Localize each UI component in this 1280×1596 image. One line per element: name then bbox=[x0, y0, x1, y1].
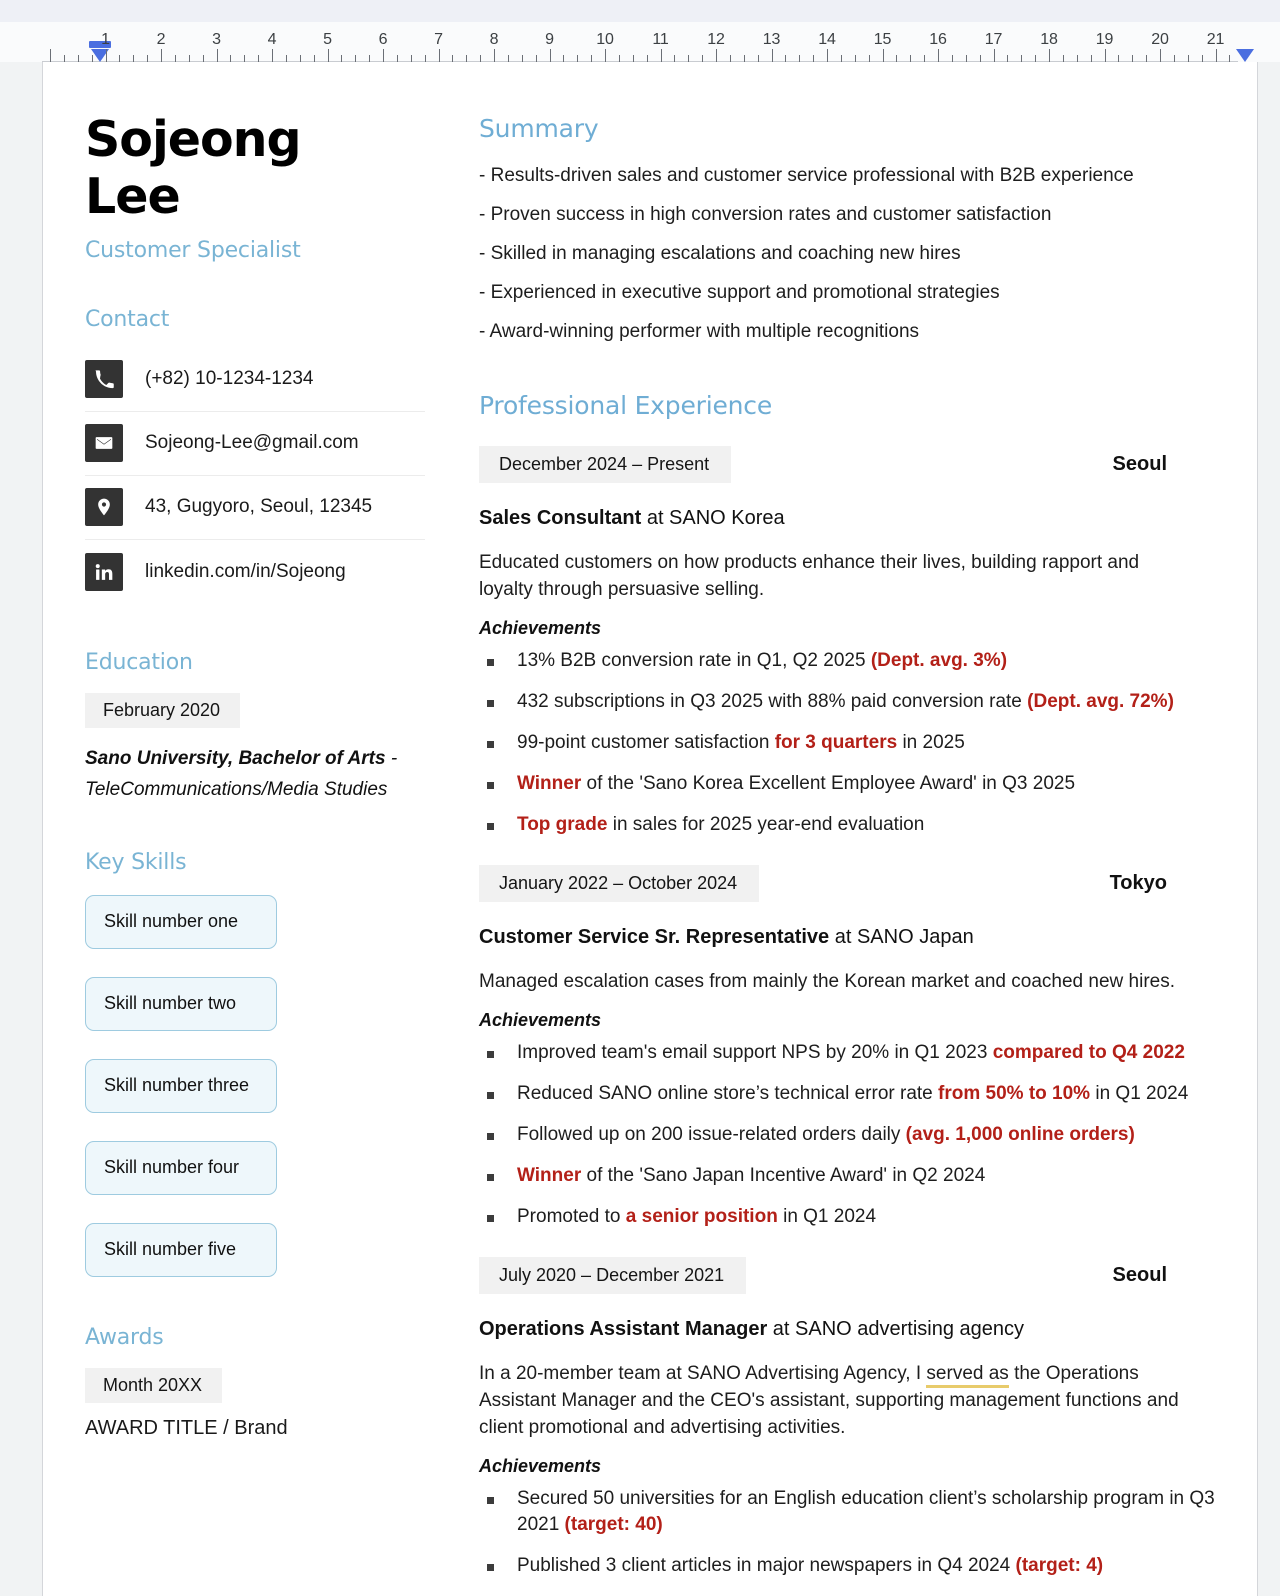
achievement-highlight: (avg. 1,000 online orders) bbox=[905, 1123, 1135, 1145]
ruler-minor-tick bbox=[563, 55, 564, 62]
contact-heading: Contact bbox=[85, 306, 170, 332]
experience-entry-header bbox=[479, 446, 1237, 483]
achievement-item bbox=[479, 1486, 1237, 1540]
ruler-minor-tick bbox=[1174, 55, 1175, 62]
experience-date-range: December 2024 – Present bbox=[479, 446, 731, 483]
ruler-major-tick bbox=[217, 49, 218, 62]
ruler-number: 16 bbox=[929, 31, 947, 48]
ruler-minor-tick bbox=[744, 55, 745, 62]
resume-sidebar bbox=[85, 112, 437, 1594]
summary-item: - Award-winning performer with multiple recognitions bbox=[479, 321, 920, 342]
ruler-minor-tick bbox=[341, 55, 342, 62]
skills-list bbox=[85, 895, 425, 1277]
experience-description: Managed escalation cases from mainly the Korean market and coached new hires. bbox=[479, 970, 1175, 992]
education-detail bbox=[85, 744, 425, 806]
ruler-number: 4 bbox=[267, 31, 277, 48]
achievement-text: of the 'Sano Japan Incentive Award' in Q2 2024 bbox=[581, 1164, 986, 1186]
achievement-text: in Q1 2024 bbox=[777, 1205, 877, 1227]
award-title: AWARD TITLE / Brand bbox=[85, 1416, 288, 1439]
ruler-minor-tick bbox=[480, 55, 481, 62]
achievement-highlight: (Dept. avg. 72%) bbox=[1027, 690, 1174, 712]
ruler-major-tick bbox=[605, 49, 606, 62]
ruler-minor-tick bbox=[1021, 55, 1022, 62]
summary-list bbox=[479, 165, 1237, 343]
achievements-list bbox=[479, 1486, 1237, 1581]
ruler-minor-tick bbox=[175, 55, 176, 62]
ruler-minor-tick bbox=[452, 55, 453, 62]
achievement-text: Promoted to bbox=[517, 1205, 626, 1227]
contact-row-phone bbox=[85, 348, 425, 412]
ruler-number: 3 bbox=[212, 31, 221, 48]
ruler-major-tick bbox=[1160, 49, 1161, 62]
ruler-major-tick bbox=[50, 49, 51, 62]
skill-pill: Skill number five bbox=[85, 1223, 277, 1277]
experience-role bbox=[479, 1318, 1237, 1341]
experience-role-title: Operations Assistant Manager bbox=[479, 1317, 768, 1340]
ruler-number: 18 bbox=[1040, 31, 1058, 48]
experience-location: Seoul bbox=[1112, 1263, 1167, 1286]
ruler-minor-tick bbox=[702, 55, 703, 62]
ruler-minor-tick bbox=[244, 55, 245, 62]
skill-pill: Skill number three bbox=[85, 1059, 277, 1113]
experience-date-range: July 2020 – December 2021 bbox=[479, 1257, 746, 1294]
achievements-label: Achievements bbox=[479, 1009, 602, 1030]
linkedin-icon bbox=[85, 553, 123, 591]
ruler-minor-tick bbox=[425, 55, 426, 62]
ruler-minor-tick bbox=[508, 55, 509, 62]
ruler-number: 6 bbox=[378, 31, 388, 48]
ruler-major-tick bbox=[1049, 49, 1050, 62]
achievements-list bbox=[479, 1040, 1237, 1231]
ruler-number: 21 bbox=[1206, 31, 1225, 48]
ruler-minor-tick bbox=[619, 55, 620, 62]
experience-description bbox=[479, 1361, 1179, 1442]
achievement-text: Improved team's email support NPS by 20% in Q1 2023 bbox=[517, 1041, 993, 1063]
education-school: Sano University, Bachelor of Arts bbox=[85, 747, 386, 769]
ruler-minor-tick bbox=[369, 55, 370, 62]
achievement-highlight: (Dept. avg. 3%) bbox=[870, 649, 1008, 671]
ruler-minor-tick bbox=[397, 55, 398, 62]
ruler-minor-tick bbox=[674, 55, 675, 62]
candidate-job-title: Customer Specialist bbox=[85, 237, 301, 263]
resume-main bbox=[437, 112, 1237, 1594]
achievement-text: of the 'Sano Korea Excellent Employee Award' in Q3 2025 bbox=[581, 772, 1076, 794]
summary-heading: Summary bbox=[479, 114, 599, 143]
ruler-number: 1 bbox=[101, 31, 110, 48]
achievement-text: Followed up on 200 issue-related orders daily bbox=[517, 1123, 906, 1145]
skills-heading: Key Skills bbox=[85, 849, 187, 875]
achievement-item bbox=[479, 1163, 1237, 1190]
ruler-minor-tick bbox=[189, 55, 190, 62]
ruler-minor-tick bbox=[1202, 55, 1203, 62]
education-heading: Education bbox=[85, 649, 193, 675]
summary-item: - Proven success in high conversion rates and customer satisfaction bbox=[479, 204, 1052, 225]
ruler-number: 12 bbox=[707, 31, 725, 48]
achievement-item bbox=[479, 689, 1237, 716]
ruler-minor-tick bbox=[896, 55, 897, 62]
contact-email-value: Sojeong-Lee@gmail.com bbox=[145, 432, 359, 453]
ruler-minor-tick bbox=[1188, 55, 1189, 62]
skill-pill: Skill number two bbox=[85, 977, 277, 1031]
ruler-major-tick bbox=[883, 49, 884, 62]
ruler-minor-tick bbox=[300, 55, 301, 62]
experience-list bbox=[479, 446, 1237, 1580]
achievement-highlight: (target: 4) bbox=[1015, 1555, 1104, 1577]
achievement-highlight: Winner bbox=[517, 1164, 582, 1186]
achievements-label: Achievements bbox=[479, 1455, 602, 1476]
experience-description-text: In a 20-member team at SANO Advertising Agency, I bbox=[479, 1362, 927, 1384]
ruler-minor-tick bbox=[147, 55, 148, 62]
ruler-minor-tick bbox=[466, 55, 467, 62]
ruler-number: 9 bbox=[545, 31, 554, 48]
ruler-major-tick bbox=[328, 49, 329, 62]
achievement-text: in sales for 2025 year-end evaluation bbox=[607, 813, 925, 835]
experience-entry bbox=[479, 1257, 1237, 1581]
ruler-minor-tick bbox=[577, 55, 578, 62]
experience-description-text: the Operations Assistant Manager and the CEO's assistant, supporting management functions and client promotional and advertising activities. bbox=[479, 1362, 1179, 1438]
ruler-minor-tick bbox=[1091, 55, 1092, 62]
ruler-number: 10 bbox=[596, 31, 614, 48]
ruler-minor-tick bbox=[855, 55, 856, 62]
experience-role bbox=[479, 926, 1237, 949]
ruler-minor-tick bbox=[952, 55, 953, 62]
experience-heading: Professional Experience bbox=[479, 391, 773, 420]
ruler-major-tick bbox=[106, 49, 107, 62]
achievement-item bbox=[479, 648, 1237, 675]
grammar-suggestion-text[interactable]: served as bbox=[926, 1363, 1008, 1388]
awards-heading: Awards bbox=[85, 1324, 164, 1350]
achievements-label: Achievements bbox=[479, 617, 602, 638]
achievement-text: 13% B2B conversion rate in Q1, Q2 2025 bbox=[517, 649, 871, 671]
achievement-text: 99-point customer satisfaction bbox=[517, 731, 775, 753]
achievement-text: Secured 50 universities for an English education client’s scholarship program in Q3 2021 bbox=[517, 1487, 1215, 1536]
skill-pill: Skill number one bbox=[85, 895, 277, 949]
ruler-major-tick bbox=[161, 49, 162, 62]
experience-description: Educated customers on how products enhance their lives, building rapport and loyalty through persuasive selling. bbox=[479, 552, 1140, 600]
ruler-minor-tick bbox=[64, 55, 65, 62]
ruler-minor-tick bbox=[203, 55, 204, 62]
summary-item: - Results-driven sales and customer service professional with B2B experience bbox=[479, 165, 1134, 186]
ruler-minor-tick bbox=[258, 55, 259, 62]
ruler-minor-tick bbox=[522, 55, 523, 62]
ruler-number: 17 bbox=[984, 31, 1003, 48]
ruler-minor-tick bbox=[841, 55, 842, 62]
experience-company: at SANO Japan bbox=[829, 925, 974, 948]
ruler-major-tick bbox=[1105, 49, 1106, 62]
ruler-number: 7 bbox=[434, 31, 443, 48]
right-indent-triangle-icon[interactable] bbox=[1236, 49, 1254, 62]
achievement-highlight: for 3 quarters bbox=[774, 731, 898, 753]
contact-row-linkedin bbox=[85, 540, 425, 604]
ruler-minor-tick bbox=[813, 55, 814, 62]
experience-entry bbox=[479, 446, 1237, 839]
ruler-minor-tick bbox=[1229, 55, 1230, 62]
summary-item: - Experienced in executive support and promotional strategies bbox=[479, 282, 1000, 303]
achievements-list bbox=[479, 648, 1237, 839]
achievement-highlight: Winner bbox=[517, 772, 582, 794]
ruler-minor-tick bbox=[591, 55, 592, 62]
experience-company: at SANO Korea bbox=[641, 507, 785, 529]
ruler-minor-tick bbox=[966, 55, 967, 62]
achievement-item bbox=[479, 1040, 1237, 1067]
contact-phone-value: (+82) 10-1234-1234 bbox=[145, 368, 314, 389]
ruler-minor-tick bbox=[910, 55, 911, 62]
experience-location: Tokyo bbox=[1109, 871, 1167, 894]
achievement-item bbox=[479, 1122, 1237, 1149]
experience-location: Seoul bbox=[1112, 453, 1167, 475]
location-pin-icon bbox=[85, 488, 123, 526]
achievement-highlight: Top grade bbox=[517, 813, 608, 835]
experience-role-title: Sales Consultant bbox=[479, 507, 642, 529]
ruler-minor-tick bbox=[286, 55, 287, 62]
ruler-minor-tick bbox=[1077, 55, 1078, 62]
ruler-minor-tick bbox=[633, 55, 634, 62]
ruler-major-tick bbox=[994, 49, 995, 62]
ruler-number: 8 bbox=[489, 31, 499, 48]
achievement-item bbox=[479, 1553, 1237, 1580]
experience-date-range: January 2022 – October 2024 bbox=[479, 865, 759, 902]
candidate-first-name: Sojeong bbox=[85, 111, 301, 168]
education-date: February 2020 bbox=[85, 693, 240, 728]
ruler-number: 13 bbox=[762, 31, 781, 48]
achievement-text: 432 subscriptions in Q3 2025 with 88% paid conversion rate bbox=[517, 690, 1028, 712]
achievement-item bbox=[479, 771, 1237, 798]
achievement-highlight: from 50% to 10% bbox=[938, 1082, 1091, 1104]
ruler-major-tick bbox=[827, 49, 828, 62]
contact-row-address bbox=[85, 476, 425, 540]
ruler-minor-tick bbox=[355, 55, 356, 62]
ruler-number: 15 bbox=[873, 31, 892, 48]
ruler-number: 19 bbox=[1095, 31, 1114, 48]
achievement-text: Published 3 client articles in major newspapers in Q4 2024 bbox=[517, 1555, 1016, 1577]
contact-address-value: 43, Gugyoro, Seoul, 12345 bbox=[145, 496, 373, 517]
ruler-minor-tick bbox=[924, 55, 925, 62]
experience-role bbox=[479, 507, 1237, 530]
phone-icon bbox=[85, 360, 123, 398]
ruler-major-tick bbox=[494, 49, 495, 62]
contact-list bbox=[85, 348, 425, 604]
ruler-major-tick bbox=[550, 49, 551, 62]
ruler-minor-tick bbox=[1146, 55, 1147, 62]
ruler-minor-tick bbox=[730, 55, 731, 62]
ruler-minor-tick bbox=[1007, 55, 1008, 62]
ruler-minor-tick bbox=[647, 55, 648, 62]
achievement-item bbox=[479, 1204, 1237, 1231]
summary-item: - Skilled in managing escalations and coaching new hires bbox=[479, 243, 961, 264]
ruler-minor-tick bbox=[688, 55, 689, 62]
achievement-item bbox=[479, 812, 1237, 839]
award-date: Month 20XX bbox=[85, 1368, 222, 1403]
ruler-minor-tick bbox=[758, 55, 759, 62]
education-field: - TeleCommunications/Media Studies bbox=[85, 747, 398, 800]
candidate-name bbox=[85, 112, 425, 226]
experience-entry bbox=[479, 865, 1237, 1231]
achievement-item bbox=[479, 1081, 1237, 1108]
skill-pill: Skill number four bbox=[85, 1141, 277, 1195]
ruler-major-tick bbox=[716, 49, 717, 62]
achievement-text: Reduced SANO online store’s technical error rate bbox=[517, 1082, 939, 1104]
ruler-number: 5 bbox=[323, 31, 332, 48]
ruler-major-tick bbox=[272, 49, 273, 62]
ruler-minor-tick bbox=[785, 55, 786, 62]
experience-company: at SANO advertising agency bbox=[767, 1317, 1025, 1340]
email-icon bbox=[85, 424, 123, 462]
achievement-item bbox=[479, 730, 1237, 757]
ruler-number: 14 bbox=[818, 31, 836, 48]
ruler-top-strip bbox=[0, 0, 1280, 22]
ruler-minor-tick bbox=[78, 55, 79, 62]
experience-entry-header bbox=[479, 865, 1237, 902]
achievement-highlight: (target: 40) bbox=[564, 1514, 663, 1536]
ruler-minor-tick bbox=[869, 55, 870, 62]
ruler-minor-tick bbox=[230, 55, 231, 62]
ruler-minor-tick bbox=[119, 55, 120, 62]
ruler-major-tick bbox=[383, 49, 384, 62]
achievement-text: in Q1 2024 bbox=[1090, 1082, 1189, 1104]
ruler-minor-tick bbox=[314, 55, 315, 62]
ruler-major-tick bbox=[661, 49, 662, 62]
document-ruler[interactable] bbox=[0, 22, 1280, 62]
achievement-text: in 2025 bbox=[897, 731, 965, 753]
achievement-highlight: compared to Q4 2022 bbox=[992, 1041, 1185, 1063]
document-canvas bbox=[0, 62, 1280, 1596]
ruler-major-tick bbox=[938, 49, 939, 62]
contact-row-email bbox=[85, 412, 425, 476]
ruler-major-tick bbox=[439, 49, 440, 62]
experience-entry-header bbox=[479, 1257, 1237, 1294]
document-page[interactable] bbox=[42, 62, 1258, 1596]
ruler-minor-tick bbox=[980, 55, 981, 62]
ruler-number: 11 bbox=[652, 31, 669, 48]
experience-role-title: Customer Service Sr. Representative bbox=[479, 925, 830, 948]
contact-linkedin-value[interactable]: linkedin.com/in/Sojeong bbox=[145, 560, 346, 582]
ruler-number: 2 bbox=[156, 31, 166, 48]
ruler-minor-tick bbox=[1118, 55, 1119, 62]
ruler-major-tick bbox=[1216, 49, 1217, 62]
ruler-minor-tick bbox=[536, 55, 537, 62]
ruler-minor-tick bbox=[799, 55, 800, 62]
ruler-minor-tick bbox=[411, 55, 412, 62]
ruler-minor-tick bbox=[1132, 55, 1133, 62]
achievement-highlight: a senior position bbox=[625, 1205, 778, 1227]
ruler-number: 20 bbox=[1151, 31, 1169, 48]
ruler-minor-tick bbox=[1063, 55, 1064, 62]
ruler-minor-tick bbox=[92, 55, 93, 62]
ruler-minor-tick bbox=[133, 55, 134, 62]
ruler-minor-tick bbox=[1035, 55, 1036, 62]
ruler-major-tick bbox=[772, 49, 773, 62]
candidate-last-name: Lee bbox=[85, 167, 180, 225]
